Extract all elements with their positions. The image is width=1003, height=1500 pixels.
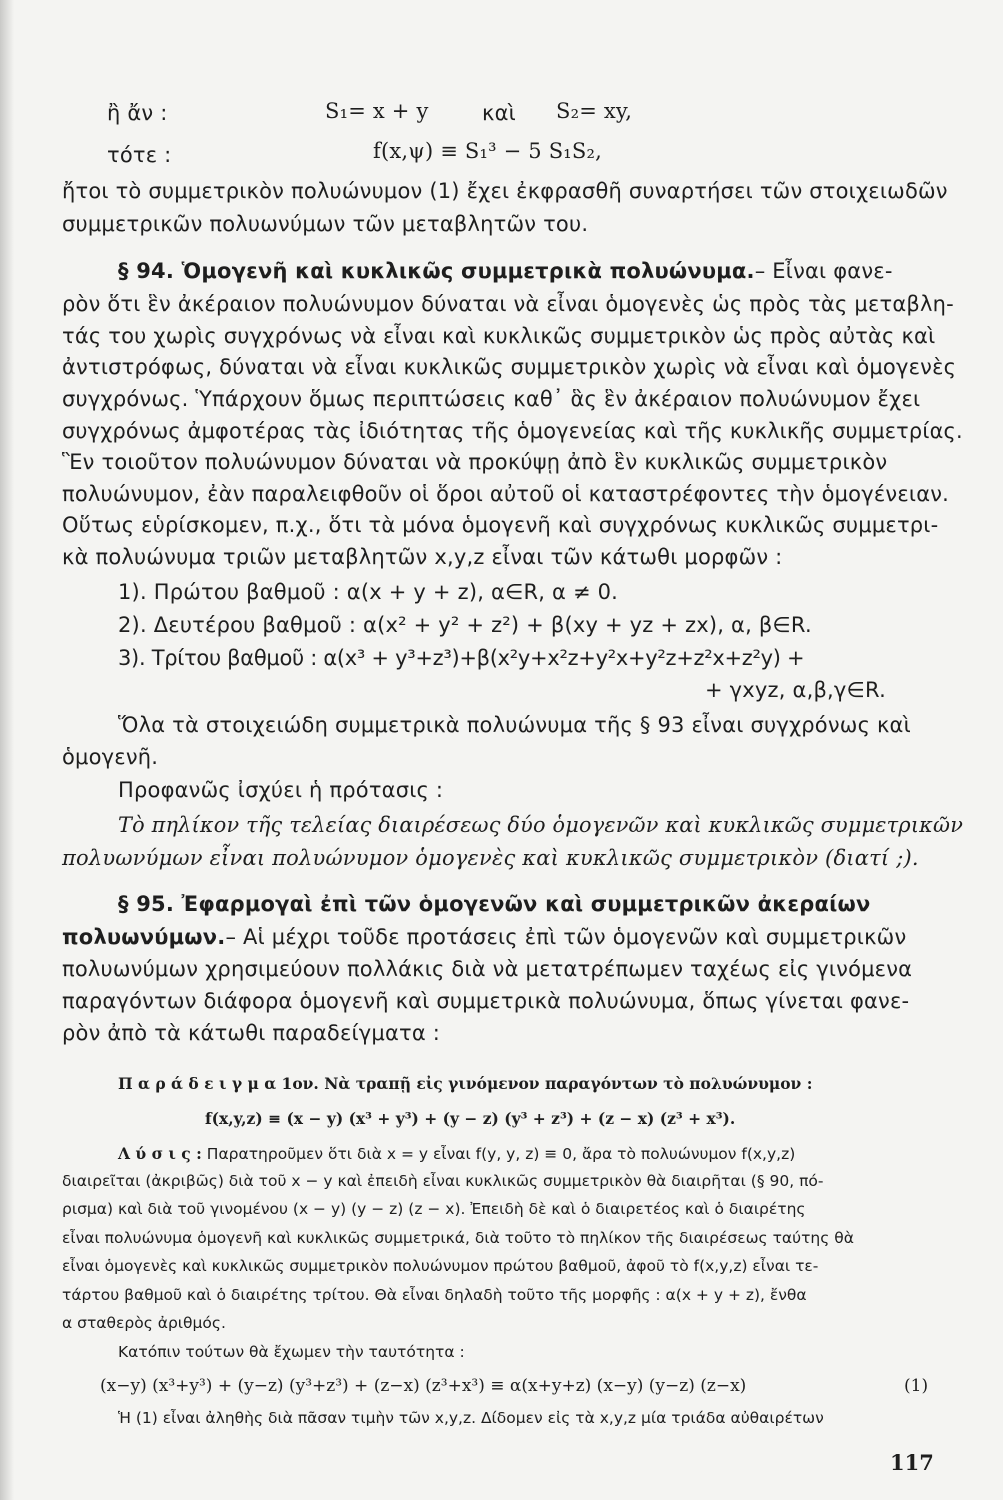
section-heading-line [118,261,893,282]
section-95-heading-cont: πολυωνύμων. [62,925,226,949]
text-line: Παρατηροῦμεν ὅτι διὰ x = y εἶναι f(y, y, z) ≡ 0, ἄρα τὸ πολυώνυμον f(x,y,z) [206,1145,796,1163]
text-line: Οὕτως εὑρίσκομεν, π.χ., ὅτι τὰ μόνα ὁμογενῆ καὶ συγχρόνως κυκλικῶς συμμετρι- [62,513,939,537]
text-line: εἶναι πολυώνυμα ὁμογενῆ καὶ κυκλικῶς συμμετρικά, διὰ τοῦτο τὸ πηλίκον τῆς διαιρέσεως ταύτης θὰ [62,1229,854,1247]
list-item: 2). Δευτέρου βαθμοῦ : α(x² + y² + z²) + β(xy + yz + zx), α, β∈R. [118,613,812,637]
text-line: Προφανῶς ἰσχύει ἡ πρότασις : [118,778,444,802]
section-heading-line [62,927,906,948]
formula: S₂= xy, [556,99,633,123]
formula: f(x,ψ) ≡ S₁³ − 5 S₁S₂, [373,139,602,163]
solution-label: Λ ύ σ ι ς : [118,1144,202,1163]
equation-number: (1) [904,1376,929,1396]
section-94-heading: § 94. Ὁμογενῆ καὶ κυκλικῶς συμμετρικὰ πολυώνυμα. [118,259,755,283]
text-line: πολυωνύμων χρησιμεύουν πολλάκις διὰ νὰ μετατρέπωμεν ταχέως εἰς γινόμενα [62,957,913,981]
text-line: ἢ ἄν : [107,101,168,125]
formula: S₁= x + y [325,99,429,123]
text-line: – Αἱ μέχρι τοῦδε προτάσεις ἐπὶ τῶν ὁμογενῶν καὶ συμμετρικῶν [225,925,907,949]
text-line: πολυώνυμον, ἐὰν παραλειφθοῦν οἱ ὅροι αὐτοῦ οἱ καταστρέφοντες τὴν ὁμογένειαν. [62,482,950,506]
text-line: ὁμογενῆ. [62,745,159,769]
text-line: συμμετρικῶν πολυωνύμων τῶν μεταβλητῶν του. [62,212,589,236]
list-item-continuation: + γxyz, α,β,γ∈R. [705,678,886,702]
text-line: παραγόντων διάφορα ὁμογενῆ καὶ συμμετρικὰ πολυώνυμα, ὅπως γίνεται φανε- [62,989,910,1013]
section-95-heading: § 95. Ἐφαρμογαὶ ἐπὶ τῶν ὁμογενῶν καὶ συμμετρικῶν ἀκεραίων [118,892,871,916]
text-line: εἶναι ὁμογενὲς καὶ κυκλικῶς συμμετρικὸν πολυώνυμον πρώτου βαθμοῦ, ἀφοῦ τὸ f(x,y,z) εἶναι τε- [62,1257,819,1275]
text-line: ρισμα) καὶ διὰ τοῦ γινομένου (x − y) (y − z) (z − x). Ἐπειδὴ δὲ καὶ ὁ διαιρετέος καὶ ὁ διαιρέτης [62,1200,806,1218]
text-line: καὶ [482,101,516,125]
text-line: Κατόπιν τούτων θὰ ἔχωμεν τὴν ταυτότητα : [118,1343,465,1361]
list-item: 1). Πρώτου βαθμοῦ : α(x + y + z), α∈R, α ≠ 0. [118,580,619,604]
text-line: Ἓν τοιοῦτον πολυώνυμον δύναται νὰ προκύψῃ ἀπὸ ἓν κυκλικῶς συμμετρικὸν [62,450,888,474]
text-line: τάρτου βαθμοῦ καὶ ὁ διαιρέτης τρίτου. Θὰ εἶναι δηλαδὴ τοῦτο τῆς μορφῆς : α(x + y + z), ἔνθα [62,1286,807,1304]
text-line: ἀντιστρόφως, δύναται νὰ εἶναι κυκλικῶς συμμετρικὸν χωρὶς νὰ εἶναι καὶ ὁμογενὲς [62,355,957,379]
text-line: διαιρεῖται (ἀκριβῶς) διὰ τοῦ x − y καὶ ἐπειδὴ εἶναι κυκλικῶς συμμετρικὸν θὰ διαιρῆται (§ 90, πό- [62,1172,824,1190]
text-line: Ἡ (1) εἶναι ἀληθὴς διὰ πᾶσαν τιμὴν τῶν x,y,z. Δίδομεν εἰς τὰ x,y,z μία τριάδα αὐθαιρέτων [118,1409,824,1427]
text-line: ἤτοι τὸ συμμετρικὸν πολυώνυμον (1) ἔχει ἐκφρασθῆ συναρτήσει τῶν στοιχειωδῶν [62,179,948,203]
proposition-italic: Τὸ πηλίκον τῆς τελείας διαιρέσεως δύο ὁμογενῶν καὶ κυκλικῶς συμμετρικῶν [118,813,964,837]
page-number: 117 [890,1450,934,1475]
example-formula: f(x,y,z) ≡ (x − y) (x³ + y³) + (y − z) (y³ + z³) + (z − x) (z³ + x³). [205,1109,736,1128]
proposition-italic: πολυωνύμων εἶναι πολυώνυμον ὁμογενὲς καὶ κυκλικῶς συμμετρικὸν (διατί ;). [62,846,919,870]
text-line: ρὸν ὅτι ἓν ἀκέραιον πολυώνυμον δύναται νὰ εἶναι ὁμογενὲς ὡς πρὸς τὰς μεταβλη- [62,292,954,316]
text-line: τότε : [107,143,172,167]
list-item: 3). Τρίτου βαθμοῦ : α(x³ + y³+z³)+β(x²y+x²z+y²x+y²z+z²x+z²y) + [118,646,805,670]
text-line: α σταθερὸς ἀριθμός. [62,1314,226,1332]
text-line: κὰ πολυώνυμα τριῶν μεταβλητῶν x,y,z εἶναι τῶν κάτωθι μορφῶν : [62,545,783,569]
example-heading: Π α ρ ά δ ε ι γ μ α 1ον. Νὰ τραπῇ εἰς γινόμενον παραγόντων τὸ πολυώνυμον : [118,1074,813,1093]
text-line: Ὅλα τὰ στοιχειώδη συμμετρικὰ πολυώνυμα τῆς § 93 εἶναι συγχρόνως καὶ [118,713,911,737]
text-line: ρὸν ἀπὸ τὰ κάτωθι παραδείγματα : [62,1021,441,1045]
text-line: συγχρόνως. Ὑπάρχουν ὅμως περιπτώσεις καθ᾽ ἃς ἓν ἀκέραιον πολυώνυμον ἔχει [62,387,921,411]
text-line: συγχρόνως ἀμφοτέρας τὰς ἰδιότητας τῆς ὁμογενείας καὶ τῆς κυκλικῆς συμμετρίας. [62,419,963,443]
solution-line [118,1146,795,1163]
text-line: τάς του χωρὶς συγχρόνως νὰ εἶναι καὶ κυκλικῶς συμμετρικὸν ὡς πρὸς αὐτὰς καὶ [62,324,936,348]
text-line: – Εἶναι φανε- [754,259,893,283]
page-spine-shadow [0,0,14,1500]
identity-formula: (x−y) (x³+y³) + (y−z) (y³+z³) + (z−x) (z³+x³) ≡ α(x+y+z) (x−y) (y−z) (z−x) [100,1376,747,1396]
